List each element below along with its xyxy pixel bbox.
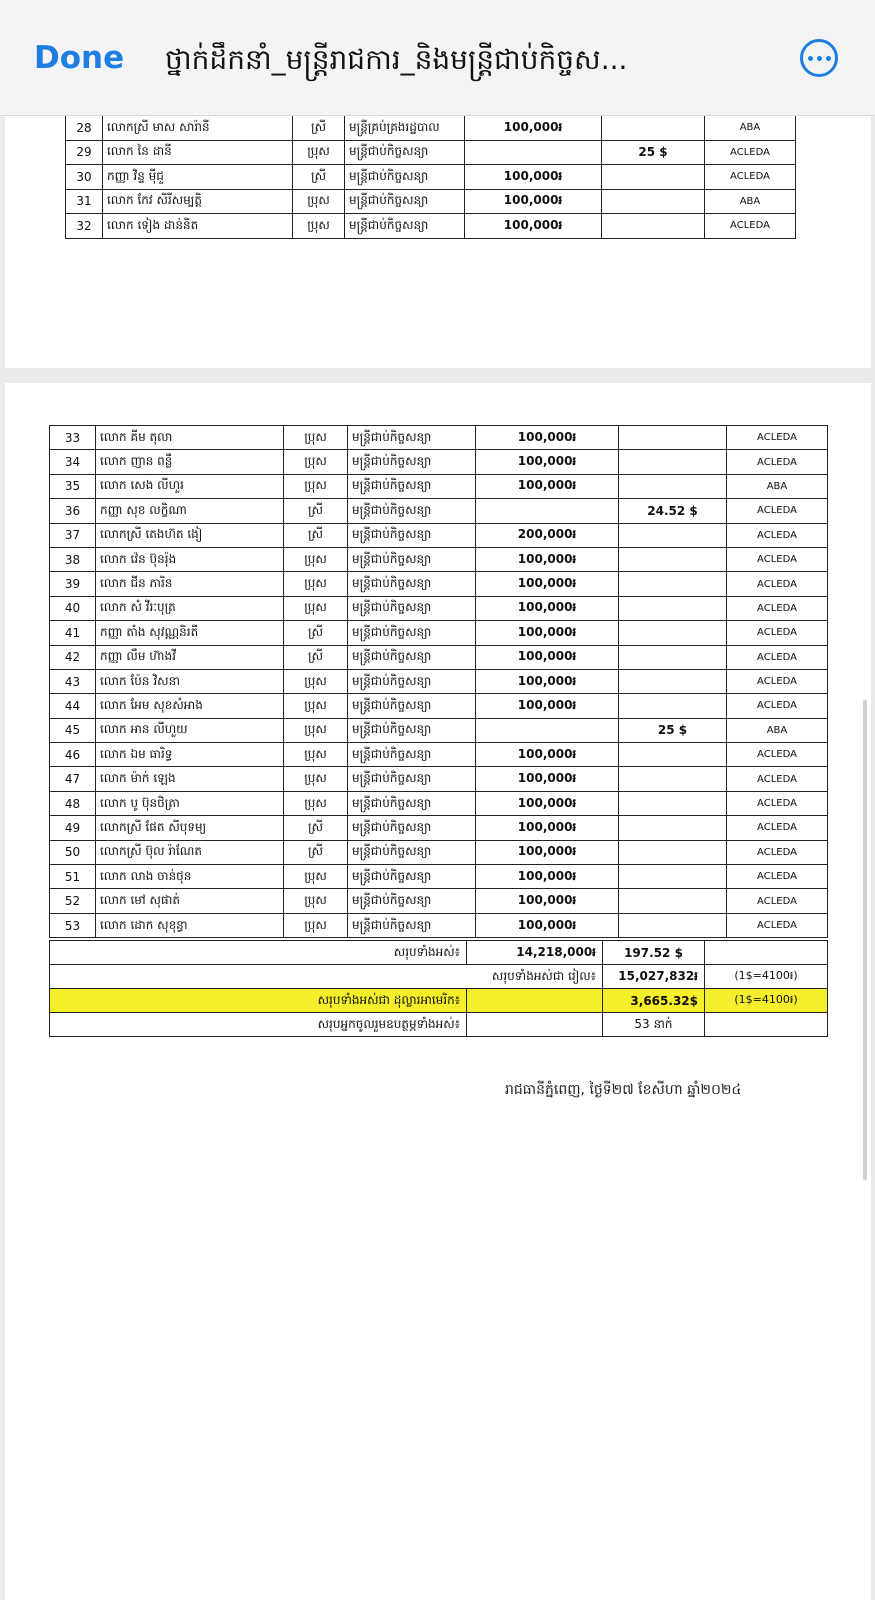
- bank-cell: ACLEDA: [705, 165, 796, 190]
- gender-cell: ស្រី: [293, 165, 345, 190]
- position-cell: មន្ត្រីជាប់កិច្ចសន្យា: [348, 913, 476, 937]
- position-cell: មន្ត្រីជាប់កិច្ចសន្យា: [348, 572, 476, 596]
- table-row: [50, 450, 828, 474]
- gender-cell: ប្រុស: [284, 694, 348, 718]
- rate-note-1: (1$=4100៛): [705, 965, 828, 989]
- bank-cell: ACLEDA: [727, 889, 828, 913]
- amount-riel-cell: 100,000៛: [476, 596, 619, 620]
- row-number-cell: 33: [50, 426, 96, 450]
- donor-name-cell: លោក ទៀង ដាន់និត: [103, 214, 293, 239]
- gender-cell: ប្រុស: [293, 140, 345, 165]
- position-cell: មន្ត្រីជាប់កិច្ចសន្យា: [348, 523, 476, 547]
- table-row: [50, 694, 828, 718]
- table-row: [50, 791, 828, 815]
- row-number-cell: 43: [50, 669, 96, 693]
- table-row: [50, 865, 828, 889]
- table-row: [50, 621, 828, 645]
- position-cell: មន្ត្រីជាប់កិច្ចសន្យា: [348, 547, 476, 571]
- position-cell: មន្ត្រីជាប់កិច្ចសន្យា: [348, 499, 476, 523]
- table-row: [66, 214, 796, 239]
- amount-riel-cell: 100,000៛: [465, 116, 602, 141]
- amount-riel-cell: 100,000៛: [476, 572, 619, 596]
- gender-cell: ប្រុស: [284, 743, 348, 767]
- bank-cell: ACLEDA: [727, 523, 828, 547]
- row-number-cell: 45: [50, 718, 96, 742]
- gender-cell: ស្រី: [284, 499, 348, 523]
- position-cell: មន្ត្រីជាប់កិច្ចសន្យា: [348, 791, 476, 815]
- summary-riel-row: [50, 965, 828, 989]
- donor-name-cell: លោកស្រី ប៊ុល រ៉ាណែត: [96, 840, 284, 864]
- amount-usd-cell: [619, 913, 727, 937]
- amount-usd-cell: [619, 523, 727, 547]
- amount-riel-cell: 100,000៛: [476, 694, 619, 718]
- amount-usd-cell: [619, 450, 727, 474]
- donors-label: សរុបអ្នកចូលរួមឧបត្ថម្ភទាំងអស់៖: [50, 1013, 467, 1037]
- table-row: [66, 165, 796, 190]
- donor-name-cell: លោក ឯម ធារិទ្ធ: [96, 743, 284, 767]
- donor-name-cell: លោកស្រី មាស សារ៉ានី: [103, 116, 293, 141]
- bank-cell: ACLEDA: [727, 621, 828, 645]
- position-cell: មន្ត្រីជាប់កិច្ចសន្យា: [348, 621, 476, 645]
- gender-cell: ប្រុស: [284, 669, 348, 693]
- amount-riel-cell: [476, 499, 619, 523]
- gender-cell: ស្រី: [284, 816, 348, 840]
- amount-usd-cell: [619, 669, 727, 693]
- position-cell: មន្ត្រីជាប់កិច្ចសន្យា: [348, 718, 476, 742]
- summary-donors-row: [50, 1013, 828, 1037]
- amount-usd-cell: [619, 889, 727, 913]
- summary-table: [49, 940, 828, 1037]
- row-number-cell: 52: [50, 889, 96, 913]
- table-row: [50, 767, 828, 791]
- amount-usd-cell: [602, 165, 705, 190]
- row-number-cell: 32: [66, 214, 103, 239]
- amount-usd-cell: [619, 767, 727, 791]
- row-number-cell: 39: [50, 572, 96, 596]
- position-cell: មន្ត្រីជាប់កិច្ចសន្យា: [345, 140, 465, 165]
- position-cell: មន្ត្រីជាប់កិច្ចសន្យា: [348, 865, 476, 889]
- table-row: [50, 718, 828, 742]
- total-riel-value: 15,027,832៛: [603, 965, 705, 989]
- donor-name-cell: កញ្ញា លឹម ហ៊ាងវី: [96, 645, 284, 669]
- donor-name-cell: លោកស្រី ផែត សីបុទម្យ: [96, 816, 284, 840]
- bank-cell: ACLEDA: [727, 913, 828, 937]
- amount-riel-cell: 100,000៛: [476, 913, 619, 937]
- rate-note-2: (1$=4100៛): [705, 989, 828, 1013]
- position-cell: មន្ត្រីជាប់កិច្ចសន្យា: [348, 669, 476, 693]
- table-row: [50, 547, 828, 571]
- place-and-date: រាជធានីភ្នំពេញ, ថ្ងៃទី២៧ ខែសីហា ឆ្នាំ២០២៤: [505, 1082, 742, 1098]
- gender-cell: ស្រី: [284, 840, 348, 864]
- amount-riel-cell: 100,000៛: [476, 621, 619, 645]
- amount-usd-cell: [619, 426, 727, 450]
- bank-cell: ACLEDA: [727, 450, 828, 474]
- row-number-cell: 38: [50, 547, 96, 571]
- document-page-2: [5, 383, 871, 1600]
- bank-cell: ACLEDA: [705, 140, 796, 165]
- amount-riel-cell: 100,000៛: [476, 767, 619, 791]
- amount-usd-cell: [619, 865, 727, 889]
- amount-riel-cell: 100,000៛: [476, 426, 619, 450]
- amount-riel-cell: 100,000៛: [476, 645, 619, 669]
- gender-cell: ប្រុស: [293, 214, 345, 239]
- gender-cell: ស្រី: [284, 645, 348, 669]
- donors-value: 53 នាក់: [603, 1013, 705, 1037]
- donor-name-cell: លោក មៅ សុផាត់: [96, 889, 284, 913]
- bank-cell: ACLEDA: [727, 816, 828, 840]
- bank-cell: ACLEDA: [727, 645, 828, 669]
- position-cell: មន្ត្រីជាប់កិច្ចសន្យា: [348, 426, 476, 450]
- position-cell: មន្ត្រីជាប់កិច្ចសន្យា: [348, 645, 476, 669]
- row-number-cell: 29: [66, 140, 103, 165]
- bank-cell: ACLEDA: [727, 865, 828, 889]
- amount-usd-cell: [602, 214, 705, 239]
- gender-cell: ប្រុស: [284, 767, 348, 791]
- row-number-cell: 51: [50, 865, 96, 889]
- amount-usd-cell: [619, 645, 727, 669]
- amount-riel-cell: 200,000៛: [476, 523, 619, 547]
- summary-usd-row: [50, 989, 828, 1013]
- bank-cell: ACLEDA: [727, 669, 828, 693]
- amount-riel-cell: 100,000៛: [476, 547, 619, 571]
- table-row: [66, 116, 796, 141]
- donor-name-cell: លោកស្រី តេងហ៊ត ងៀ: [96, 523, 284, 547]
- table-row: [50, 572, 828, 596]
- row-number-cell: 50: [50, 840, 96, 864]
- row-number-cell: 35: [50, 474, 96, 498]
- amount-riel-cell: [476, 718, 619, 742]
- position-cell: មន្ត្រីគ្រប់គ្រងរដ្ឋបាល: [345, 116, 465, 141]
- amount-usd-cell: [619, 547, 727, 571]
- table-row: [50, 913, 828, 937]
- donor-name-cell: លោក អែម សុខសំអាង: [96, 694, 284, 718]
- bank-cell: ACLEDA: [727, 791, 828, 815]
- position-cell: មន្ត្រីជាប់កិច្ចសន្យា: [348, 889, 476, 913]
- table-row: [50, 426, 828, 450]
- gender-cell: ប្រុស: [293, 189, 345, 214]
- row-number-cell: 37: [50, 523, 96, 547]
- row-number-cell: 46: [50, 743, 96, 767]
- donor-name-cell: លោក នៃ ដានី: [103, 140, 293, 165]
- amount-riel-cell: 100,000៛: [465, 189, 602, 214]
- amount-riel-cell: 100,000៛: [476, 840, 619, 864]
- amount-riel-cell: 100,000៛: [476, 865, 619, 889]
- amount-usd-cell: [619, 621, 727, 645]
- amount-usd-cell: [619, 694, 727, 718]
- scrollbar[interactable]: [863, 700, 867, 1180]
- bank-cell: ACLEDA: [727, 840, 828, 864]
- donor-name-cell: លោក សេង លីហួរ: [96, 474, 284, 498]
- table-row: [50, 889, 828, 913]
- total-riel-label: សរុបទាំងអស់ជា រៀល៖: [50, 965, 603, 989]
- table-row: [50, 840, 828, 864]
- donor-name-cell: លោក ជីន ភារិន: [96, 572, 284, 596]
- gender-cell: ស្រី: [284, 621, 348, 645]
- document-viewer-toolbar: [0, 0, 875, 116]
- amount-riel-cell: 100,000៛: [465, 214, 602, 239]
- amount-riel-cell: [465, 140, 602, 165]
- amount-riel-cell: 100,000៛: [465, 165, 602, 190]
- bank-cell: ACLEDA: [727, 743, 828, 767]
- row-number-cell: 41: [50, 621, 96, 645]
- bank-cell: ABA: [727, 718, 828, 742]
- row-number-cell: 30: [66, 165, 103, 190]
- donor-name-cell: លោក បូ ប៊ុនថិត្រា: [96, 791, 284, 815]
- row-number-cell: 34: [50, 450, 96, 474]
- bank-cell: ABA: [705, 189, 796, 214]
- donor-name-cell: កញ្ញា សុខ លក្ខិណា: [96, 499, 284, 523]
- bank-cell: ACLEDA: [727, 426, 828, 450]
- position-cell: មន្ត្រីជាប់កិច្ចសន្យា: [348, 743, 476, 767]
- gender-cell: ប្រុស: [284, 596, 348, 620]
- amount-riel-cell: 100,000៛: [476, 743, 619, 767]
- document-title: ថ្នាក់ដឹកនាំ_មន្ត្រីរាជការ_និងមន្ត្រីជាប់កិច្ចស...: [165, 43, 628, 76]
- position-cell: មន្ត្រីជាប់កិច្ចសន្យា: [348, 816, 476, 840]
- amount-riel-cell: 100,000៛: [476, 450, 619, 474]
- table-row: [50, 523, 828, 547]
- document-page-1: [5, 110, 871, 368]
- donor-name-cell: លោក ប៉ែន វិសនា: [96, 669, 284, 693]
- bank-cell: ABA: [705, 116, 796, 141]
- donor-table-page-2: [49, 425, 828, 938]
- table-row: [50, 669, 828, 693]
- gender-cell: ប្រុស: [284, 426, 348, 450]
- gender-cell: ប្រុស: [284, 865, 348, 889]
- position-cell: មន្ត្រីជាប់កិច្ចសន្យា: [348, 450, 476, 474]
- table-row: [66, 189, 796, 214]
- amount-riel-cell: 100,000៛: [476, 669, 619, 693]
- gender-cell: ប្រុស: [284, 889, 348, 913]
- donor-name-cell: លោក អាន លីហួយ: [96, 718, 284, 742]
- gender-cell: ស្រី: [284, 523, 348, 547]
- amount-usd-cell: [619, 791, 727, 815]
- row-number-cell: 31: [66, 189, 103, 214]
- row-number-cell: 53: [50, 913, 96, 937]
- bank-cell: ACLEDA: [727, 499, 828, 523]
- donor-name-cell: លោក ដោក សុខុន្ធា: [96, 913, 284, 937]
- donor-name-cell: លោក គីម តុលា: [96, 426, 284, 450]
- bank-cell: ACLEDA: [727, 694, 828, 718]
- row-number-cell: 44: [50, 694, 96, 718]
- donor-name-cell: លោក វ៉េន ប៊ុនរ៉ុង: [96, 547, 284, 571]
- row-number-cell: 49: [50, 816, 96, 840]
- table-row: [50, 474, 828, 498]
- donor-name-cell: កញ្ញា វិន្ទ ម៉ីជួ: [103, 165, 293, 190]
- amount-riel-cell: 100,000៛: [476, 816, 619, 840]
- bank-cell: ACLEDA: [705, 214, 796, 239]
- amount-usd-cell: 24.52 $: [619, 499, 727, 523]
- amount-usd-cell: 25 $: [602, 140, 705, 165]
- amount-usd-cell: [619, 743, 727, 767]
- gender-cell: ប្រុស: [284, 572, 348, 596]
- row-number-cell: 40: [50, 596, 96, 620]
- total-label: សរុបទាំងអស់៖: [50, 941, 467, 965]
- position-cell: មន្ត្រីជាប់កិច្ចសន្យា: [345, 214, 465, 239]
- position-cell: មន្ត្រីជាប់កិច្ចសន្យា: [348, 840, 476, 864]
- amount-riel-cell: 100,000៛: [476, 791, 619, 815]
- gender-cell: ប្រុស: [284, 474, 348, 498]
- table-row: [50, 816, 828, 840]
- row-number-cell: 47: [50, 767, 96, 791]
- row-number-cell: 36: [50, 499, 96, 523]
- amount-riel-cell: 100,000៛: [476, 889, 619, 913]
- donor-name-cell: លោក ញាន ពន្លឺ: [96, 450, 284, 474]
- amount-usd-cell: 25 $: [619, 718, 727, 742]
- summary-total-row: [50, 941, 828, 965]
- donor-name-cell: លោក កែវ សិរីសម្បត្តិ: [103, 189, 293, 214]
- position-cell: មន្ត្រីជាប់កិច្ចសន្យា: [345, 189, 465, 214]
- gender-cell: ស្រី: [293, 116, 345, 141]
- amount-usd-cell: [619, 816, 727, 840]
- row-number-cell: 28: [66, 116, 103, 141]
- row-number-cell: 48: [50, 791, 96, 815]
- gender-cell: ប្រុស: [284, 913, 348, 937]
- table-row: [50, 596, 828, 620]
- gender-cell: ប្រុស: [284, 718, 348, 742]
- donor-name-cell: លោក សំ វីរៈបុត្រ: [96, 596, 284, 620]
- position-cell: មន្ត្រីជាប់កិច្ចសន្យា: [348, 596, 476, 620]
- gender-cell: ប្រុស: [284, 547, 348, 571]
- table-row: [66, 140, 796, 165]
- more-options-icon[interactable]: [800, 39, 838, 77]
- bank-cell: ACLEDA: [727, 596, 828, 620]
- amount-usd-cell: [619, 572, 727, 596]
- gender-cell: ប្រុស: [284, 450, 348, 474]
- amount-usd-cell: [619, 474, 727, 498]
- position-cell: មន្ត្រីជាប់កិច្ចសន្យា: [348, 767, 476, 791]
- amount-usd-cell: [619, 596, 727, 620]
- amount-riel-cell: 100,000៛: [476, 474, 619, 498]
- bank-cell: ACLEDA: [727, 572, 828, 596]
- table-row: [50, 499, 828, 523]
- donor-name-cell: លោក ម៉ាក់ ឡេង: [96, 767, 284, 791]
- row-number-cell: 42: [50, 645, 96, 669]
- position-cell: មន្ត្រីជាប់កិច្ចសន្យា: [348, 474, 476, 498]
- position-cell: មន្ត្រីជាប់កិច្ចសន្យា: [345, 165, 465, 190]
- amount-usd-cell: [602, 116, 705, 141]
- bank-cell: ACLEDA: [727, 767, 828, 791]
- total-usd: 197.52 $: [603, 941, 705, 965]
- total-usd-label: សរុបទាំងអស់ជា ដុល្លារអាមេរិក៖: [50, 989, 467, 1013]
- amount-usd-cell: [602, 189, 705, 214]
- total-usd-value: 3,665.32$: [603, 989, 705, 1013]
- total-riel: 14,218,000៛: [467, 941, 603, 965]
- done-button[interactable]: Done: [34, 40, 125, 76]
- donor-table-page-1: [65, 115, 796, 239]
- donor-name-cell: លោក លាង ចាន់ថុន: [96, 865, 284, 889]
- gender-cell: ប្រុស: [284, 791, 348, 815]
- bank-cell: ABA: [727, 474, 828, 498]
- amount-usd-cell: [619, 840, 727, 864]
- donor-name-cell: កញ្ញា តាំង សុវណ្ណនិរតី: [96, 621, 284, 645]
- table-row: [50, 743, 828, 767]
- position-cell: មន្ត្រីជាប់កិច្ចសន្យា: [348, 694, 476, 718]
- table-row: [50, 645, 828, 669]
- bank-cell: ACLEDA: [727, 547, 828, 571]
